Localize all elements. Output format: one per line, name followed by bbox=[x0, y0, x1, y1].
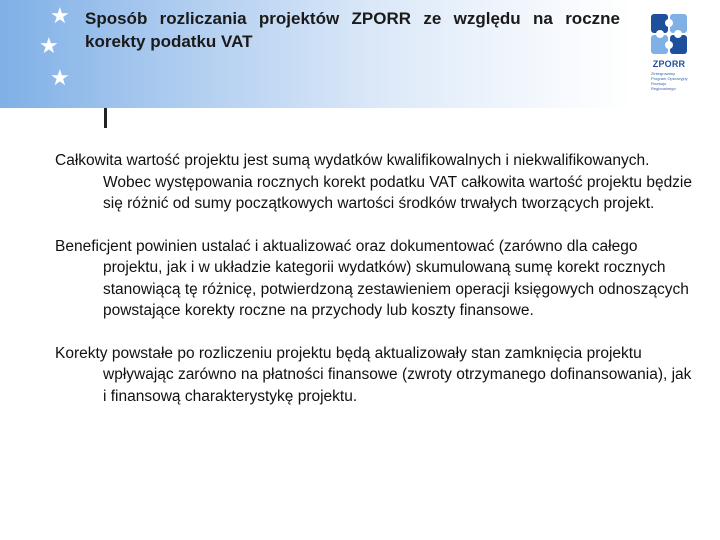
paragraph: Korekty powstałe po rozliczeniu projektu będą aktualizowały stan zamknięcia projektu wpływając zarówno na płatności finansowe (zwroty otrzymanego dofinansowania), jak i finansową charakterystykę projektu. bbox=[55, 344, 692, 405]
slide-title: Sposób rozliczania projektów ZPORR ze względu na roczne korekty podatku VAT bbox=[85, 9, 620, 51]
paragraph: Całkowita wartość projektu jest sumą wydatków kwalifikowalnych i niekwalifikowanych. Wobec występowania rocznych korekt podatku VAT całkowita wartość projektu będzie się różnić od sumy początkowych wartości środków trwałych tworzących projekt. bbox=[55, 152, 692, 212]
logo-subtitle: Zintegrowany Program Operacyjny Rozwoju Regionalnego bbox=[651, 71, 688, 91]
zporr-logo bbox=[645, 8, 693, 104]
header-banner bbox=[0, 0, 720, 108]
slide-body bbox=[55, 150, 695, 428]
star-icon: ★ bbox=[50, 66, 70, 91]
paragraph: Beneficjent powinien ustalać i aktualizować oraz dokumentować (zarówno dla całego projektu, jak i w układzie kategorii wydatków) skumulowaną sumę korekt rocznych stanowiącą tę różnicę, potwierdzoną zestawieniem operacji księgowych odnoszących powstające korekty roczne na przychody lub koszty finansowe. bbox=[55, 237, 689, 319]
star-icon: ★ bbox=[39, 34, 59, 59]
text-cursor bbox=[104, 108, 107, 128]
zporr-logo-icon bbox=[649, 12, 689, 56]
logo-brand: ZPORR bbox=[652, 59, 686, 69]
star-icon: ★ bbox=[50, 4, 70, 29]
